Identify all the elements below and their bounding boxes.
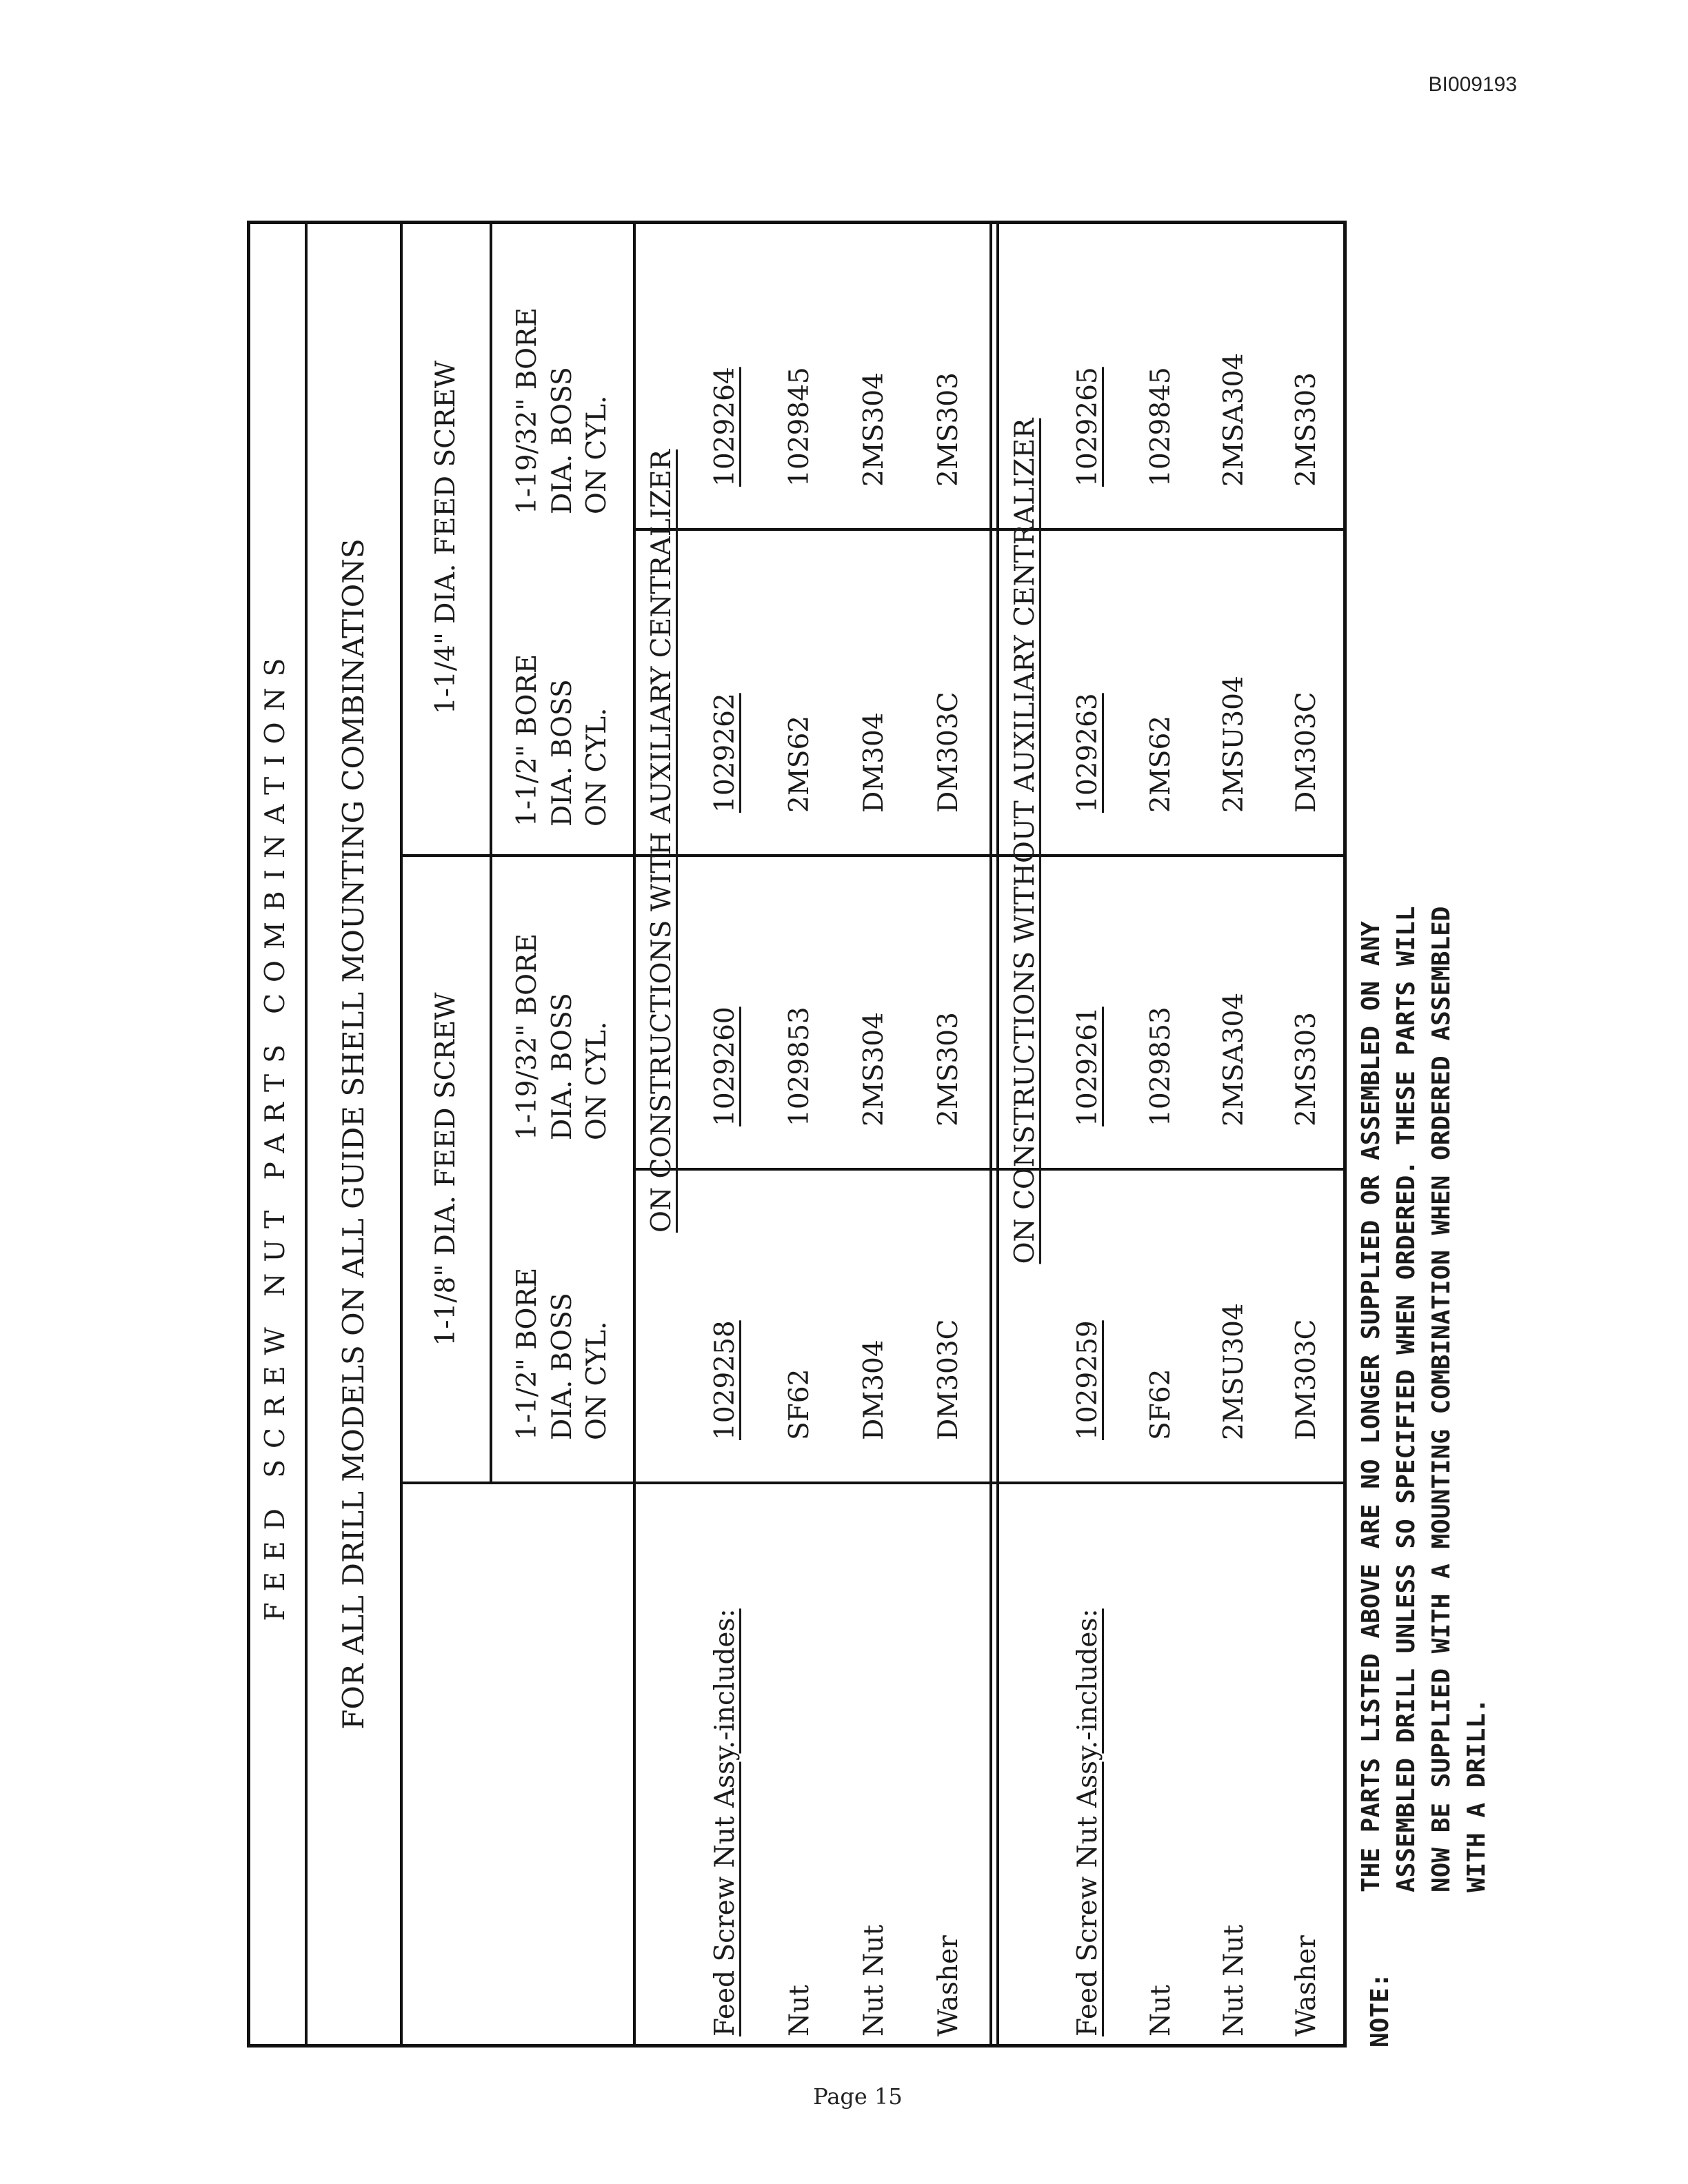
part-number: 2MS303: [1291, 1012, 1323, 1126]
part-number: SF62: [783, 1368, 815, 1440]
note-line: ASSEMBLED DRILL UNLESS SO SPECIFIED WHEN ORDERED. THESE PARTS WILL: [1392, 906, 1420, 1892]
row-label: Nut: [783, 1985, 815, 2036]
row-label: Nut Nut: [858, 1924, 890, 2036]
bore-header: 1-19/32" BORE DIA. BOSS ON CYL.: [511, 307, 613, 514]
part-number: DM303C: [1291, 1319, 1323, 1440]
part-number: 2MSU304: [1218, 676, 1249, 813]
part-number: 1029853: [1145, 1007, 1176, 1126]
table-subtitle: FOR ALL DRILL MODELS ON ALL GUIDE SHELL MOUNTING COMBINATIONS: [336, 538, 370, 1730]
part-number: 1029853: [783, 1007, 815, 1126]
part-number: 1029845: [783, 367, 815, 487]
section-heading: ON CONSTRUCTIONS WITHOUT AUXILIARY CENTRALIZER: [1009, 418, 1041, 1264]
section-heading: ON CONSTRUCTIONS WITH AUXILIARY CENTRALIZER: [645, 449, 677, 1233]
table-title: FEED SCREW NUT PARTS COMBINATIONS: [259, 647, 291, 1621]
part-number: 2MS303: [932, 1012, 964, 1126]
table-frame: [247, 221, 1350, 2048]
part-number: 1029260: [709, 1007, 741, 1126]
group-header-1-1-4: 1-1/4" DIA. FEED SCREW: [430, 361, 461, 714]
part-number: 2MS304: [858, 372, 890, 487]
col-rule-1: [403, 1482, 1347, 1484]
note-line: NOW BE SUPPLIED WITH A MOUNTING COMBINATION WHEN ORDERED ASSEMBLED: [1427, 906, 1456, 1892]
note-line: THE PARTS LISTED ABOVE ARE NO LONGER SUPPLIED OR ASSEMBLED ON ANY: [1357, 921, 1385, 1892]
group-header-1-1-8: 1-1/8" DIA. FEED SCREW: [430, 992, 461, 1346]
row-label: Washer: [1291, 1935, 1323, 2036]
section-divider-a: [989, 221, 992, 2048]
part-number: 2MS304: [858, 1012, 890, 1126]
part-number: 2MS62: [1145, 715, 1176, 813]
table-border-bottom: [1343, 221, 1347, 2048]
part-number: 2MSU304: [1218, 1303, 1249, 1440]
part-number: 1029262: [709, 693, 741, 813]
bates-number: BI009193: [1428, 73, 1517, 96]
part-number: 1029259: [1072, 1320, 1103, 1440]
table-border-left: [247, 2044, 1347, 2048]
note-label: NOTE:: [1366, 1972, 1394, 2048]
part-number: 2MS303: [1291, 372, 1323, 487]
bore-header: 1-1/2" BORE DIA. BOSS ON CYL.: [511, 1267, 613, 1440]
part-number: DM304: [858, 1339, 890, 1440]
part-number: 1029258: [709, 1320, 741, 1440]
part-number: 2MSA304: [1218, 992, 1249, 1126]
note-line: WITH A DRILL.: [1463, 1698, 1491, 1892]
rotated-parts-table: [247, 221, 1491, 2048]
row-label: Feed Screw Nut Assy.-includes:: [1072, 1608, 1103, 2036]
part-number: DM303C: [932, 691, 964, 813]
part-number: SF62: [1145, 1368, 1176, 1440]
bore-header: 1-1/2" BORE DIA. BOSS ON CYL.: [511, 654, 613, 827]
part-number: DM303C: [1291, 691, 1323, 813]
row-label: Nut: [1145, 1985, 1176, 2036]
part-number: 2MS303: [932, 372, 964, 487]
part-number: 2MSA304: [1218, 352, 1249, 487]
part-number: 1029264: [709, 367, 741, 487]
part-number: DM303C: [932, 1319, 964, 1440]
row-label: Washer: [932, 1935, 964, 2036]
page-number: Page 15: [813, 2083, 903, 2110]
note-text: [1354, 238, 1512, 1892]
part-number: 1029263: [1072, 693, 1103, 813]
row-label: Feed Screw Nut Assy.-includes:: [709, 1608, 741, 2036]
part-number: 1029845: [1145, 367, 1176, 487]
part-number: DM304: [858, 712, 890, 813]
bore-header: 1-19/32" BORE DIA. BOSS ON CYL.: [511, 933, 613, 1140]
part-number: 1029261: [1072, 1007, 1103, 1126]
row-label: Nut Nut: [1218, 1924, 1249, 2036]
part-number: 2MS62: [783, 715, 815, 813]
part-number: 1029265: [1072, 367, 1103, 487]
